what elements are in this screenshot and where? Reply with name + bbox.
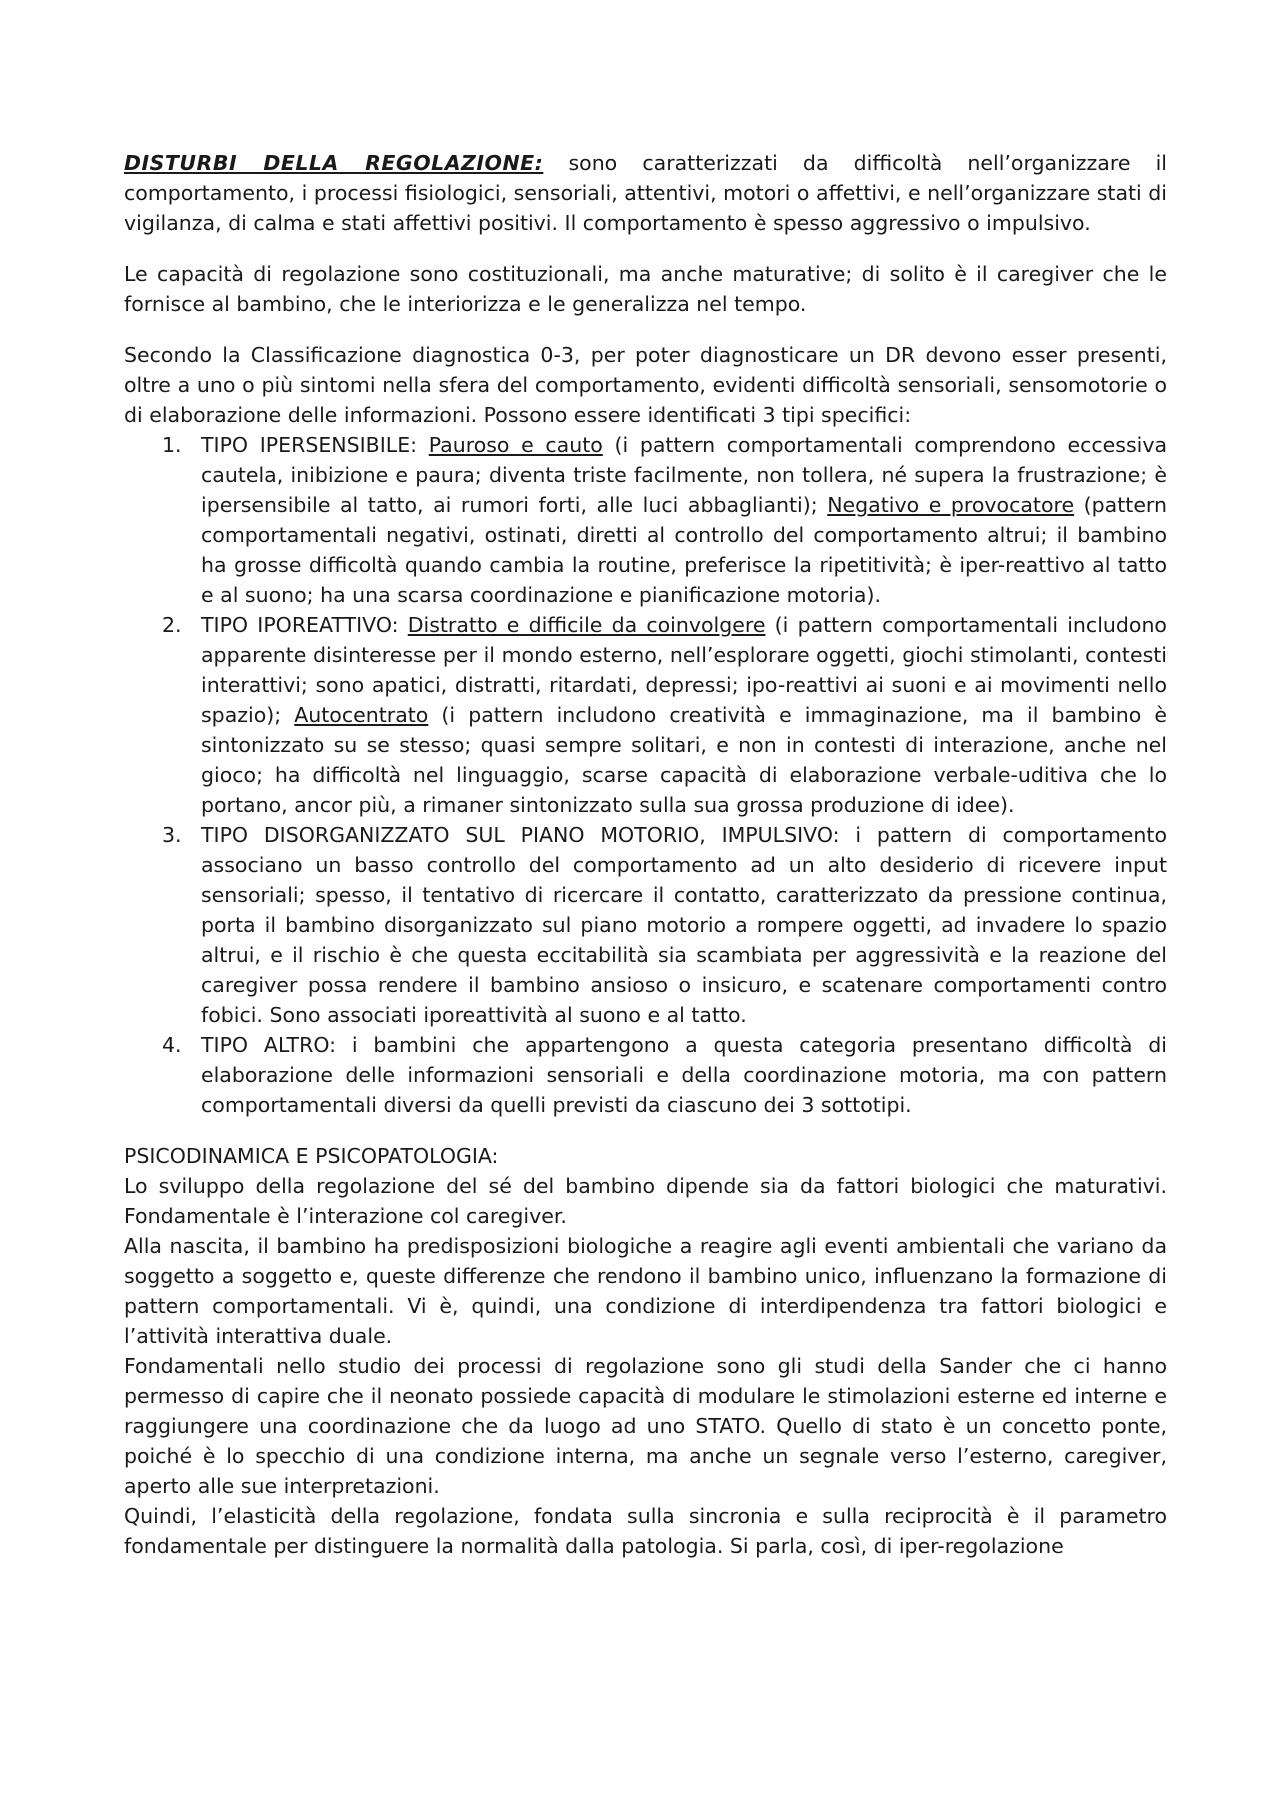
- type-text: TIPO DISORGANIZZATO SUL PIANO MOTORIO, IMPULSIVO: i pattern di comportamento associano un basso controllo del comportamento ad un alto desiderio di ricevere input sensoriali; spesso, il tentativo di ricercare il contatto, caratterizzato da pressione continua, porta il bambino disorganizzato sul piano motorio a rompere oggetti, ad invadere lo spazio altrui, e il rischio è che questa eccitabilità sia scambiata per aggressività e la reazione del caregiver possa rendere il bambino ansioso o insicuro, e scatenare comportamenti contro fobici. Sono associati iporeattività al suono e al tatto.: [201, 823, 1167, 1027]
- list-item-type-4: [124, 1030, 1167, 1120]
- intro-paragraph: [124, 148, 1167, 238]
- list-number: 1.: [162, 433, 182, 457]
- types-list: [124, 430, 1167, 1120]
- list-item-type-3: [124, 820, 1167, 1030]
- subtype-underlined: Distratto e difficile da coinvolgere: [407, 613, 766, 637]
- type-text: TIPO ALTRO: i bambini che appartengono a questa categoria presentano difficoltà di elaborazione delle informazioni sensoriali e della coordinazione motoria, ma con pattern comportamentali diversi da quelli previsti da ciascuno dei 3 sottotipi.: [201, 1033, 1167, 1117]
- list-number: 4.: [162, 1033, 182, 1057]
- section-heading-psicodinamica: PSICODINAMICA E PSICOPATOLOGIA:: [124, 1144, 499, 1168]
- list-item-type-1: [124, 430, 1167, 610]
- type-text: (i pattern comportamentali includono apparente disinteresse per il mondo esterno, nell’esplorare oggetti, giochi stimolanti, contesti interattivi; sono apatici, distratti, ritardati, depressi; ipo-reattivi ai suoni e ai movimenti nello spazio);: [201, 613, 1167, 727]
- paragraph-elasticity: Quindi, l’elasticità della regolazione, fondata sulla sincronia e sulla reciprocità è il parametro fondamentale per distinguere la normalità dalla patologia. Si parla, così, di iper-regolazione: [124, 1504, 1167, 1558]
- subtype-underlined: Negativo e provocatore: [827, 493, 1075, 517]
- paragraph-sander: Fondamentali nello studio dei processi di regolazione sono gli studi della Sander che ci hanno permesso di capire che il neonato possiede capacità di modulare le stimolazioni esterne ed interne e raggiungere una coordinazione che da luogo ad uno STATO. Quello di stato è un concetto ponte, poiché è lo specchio di una condizione interna, ma anche un segnale verso l’esterno, caregiver, aperto alle sue interpretazioni.: [124, 1354, 1167, 1498]
- type-text: TIPO IPERSENSIBILE:: [201, 433, 429, 457]
- paragraph-classification: Secondo la Classificazione diagnostica 0-3, per poter diagnosticare un DR devono esser presenti, oltre a uno o più sintomi nella sfera del comportamento, evidenti difficoltà sensoriali, sensomotorie o di elaborazione delle informazioni. Possono essere identificati 3 tipi specifici:: [124, 343, 1167, 427]
- type-text: (i pattern includono creatività e immaginazione, ma il bambino è sintonizzato su se stesso; quasi sempre solitari, e non in contesti di interazione, anche nel gioco; ha difficoltà nel linguaggio, scarse capacità di elaborazione verbale-uditiva che lo portano, ancor più, a rimaner sintonizzato sulla sua grossa produzione di idee).: [201, 703, 1167, 817]
- list-item-type-2: [124, 610, 1167, 820]
- type-text: (i pattern comportamentali comprendono eccessiva cautela, inibizione e paura; diventa triste facilmente, non tollera, né supera la frustrazione; è ipersensibile al tatto, ai rumori forti, alle luci abbaglianti);: [201, 433, 1168, 517]
- subtype-underlined: Pauroso e cauto: [428, 433, 603, 457]
- list-number: 2.: [162, 613, 182, 637]
- list-number: 3.: [162, 823, 182, 847]
- type-text: TIPO IPOREATTIVO:: [201, 613, 408, 637]
- paragraph-birth: Alla nascita, il bambino ha predisposizioni biologiche a reagire agli eventi ambientali che variano da soggetto a soggetto e, queste differenze che rendono il bambino unico, influenzano la formazione di pattern comportamentali. Vi è, quindi, una condizione di interdipendenza tra fattori biologici e l’attività interattiva duale.: [124, 1234, 1167, 1348]
- section-term-heading: DISTURBI DELLA REGOLAZIONE:: [124, 151, 544, 175]
- document-page: [124, 148, 1167, 1561]
- paragraph-development: Lo sviluppo della regolazione del sé del bambino dipende sia da fattori biologici che maturativi. Fondamentale è l’interazione col caregiver.: [124, 1174, 1167, 1228]
- subtype-underlined: Autocentrato: [294, 703, 429, 727]
- intro-text: sono caratterizzati da difficoltà nell’organizzare il comportamento, i processi fisiologici, sensoriali, attentivi, motori o affettivi, e nell’organizzare stati di vigilanza, di calma e stati affettivi positivi. Il comportamento è spesso aggressivo o impulsivo.: [124, 151, 1167, 235]
- paragraph-regulation-capacities: Le capacità di regolazione sono costituzionali, ma anche maturative; di solito è il caregiver che le fornisce al bambino, che le interiorizza e le generalizza nel tempo.: [124, 262, 1167, 316]
- type-text: (pattern comportamentali negativi, ostinati, diretti al controllo del comportamento altrui; il bambino ha grosse difficoltà quando cambia la routine, preferisce la ripetitività; è iper-reattivo al tatto e al suono; ha una scarsa coordinazione e pianificazione motoria).: [201, 493, 1167, 607]
